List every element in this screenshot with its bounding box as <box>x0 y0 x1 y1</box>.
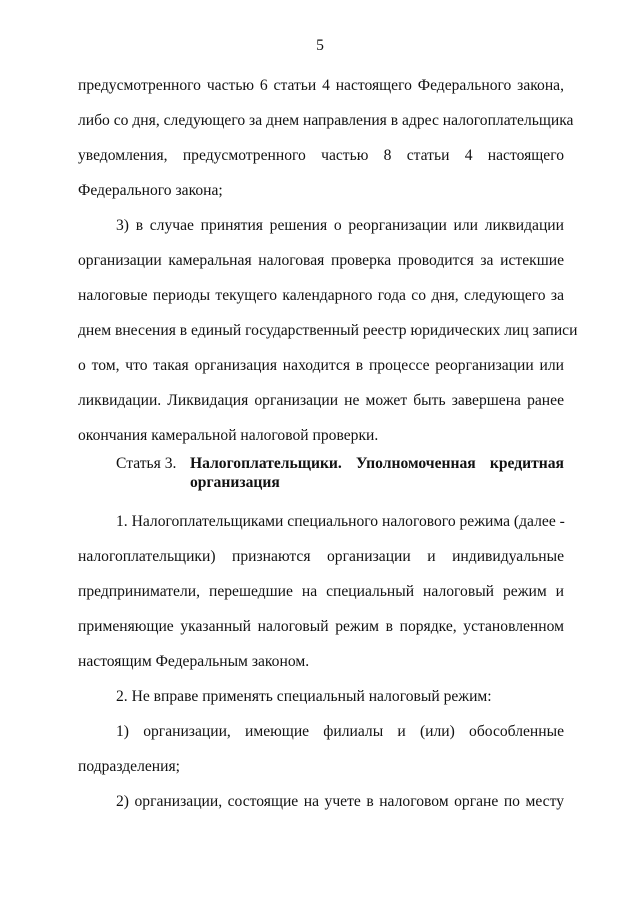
text-line: 3) в случае принятия решения о реорганизации или ликвидации <box>116 217 564 234</box>
text-line: 1) организации, имеющие филиалы и (или) обособленные <box>116 723 564 740</box>
text-line: подразделения; <box>78 758 180 775</box>
text-line: уведомления, предусмотренного частью 8 статьи 4 настоящего <box>78 147 564 164</box>
article-number: Статья 3. <box>116 455 177 472</box>
text-line: настоящим Федеральным законом. <box>78 653 310 670</box>
article-title-continued: организация <box>190 474 280 491</box>
text-line: налоговые периоды текущего календарного года со дня, следующего за <box>78 287 564 304</box>
text-line: 2) организации, состоящие на учете в налоговом органе по месту <box>116 793 564 810</box>
text-line: ликвидации. Ликвидация организации не может быть завершена ранее <box>78 392 564 409</box>
article-title: Налогоплательщики. Уполномоченная кредитная <box>190 455 564 472</box>
text-line: днем внесения в единый государственный реестр юридических лиц записи <box>78 322 578 339</box>
page-number: 5 <box>316 37 324 54</box>
text-line: предприниматели, перешедшие на специальный налоговый режим и <box>78 583 564 600</box>
text-line: налогоплательщики) признаются организации и индивидуальные <box>78 548 564 565</box>
text-line: организации камеральная налоговая проверка проводится за истекшие <box>78 252 564 269</box>
text-line: либо со дня, следующего за днем направления в адрес налогоплательщика <box>78 112 574 129</box>
text-line: окончания камеральной налоговой проверки. <box>78 427 379 444</box>
text-line: 1. Налогоплательщиками специального налогового режима (далее - <box>116 513 565 530</box>
text-line: применяющие указанный налоговый режим в порядке, установленном <box>78 618 564 635</box>
text-line: 2. Не вправе применять специальный налоговый режим: <box>116 688 492 705</box>
text-line: Федерального закона; <box>78 182 223 199</box>
text-line: предусмотренного частью 6 статьи 4 настоящего Федерального закона, <box>78 77 564 94</box>
text-line: о том, что такая организация находится в процессе реорганизации или <box>78 357 564 374</box>
